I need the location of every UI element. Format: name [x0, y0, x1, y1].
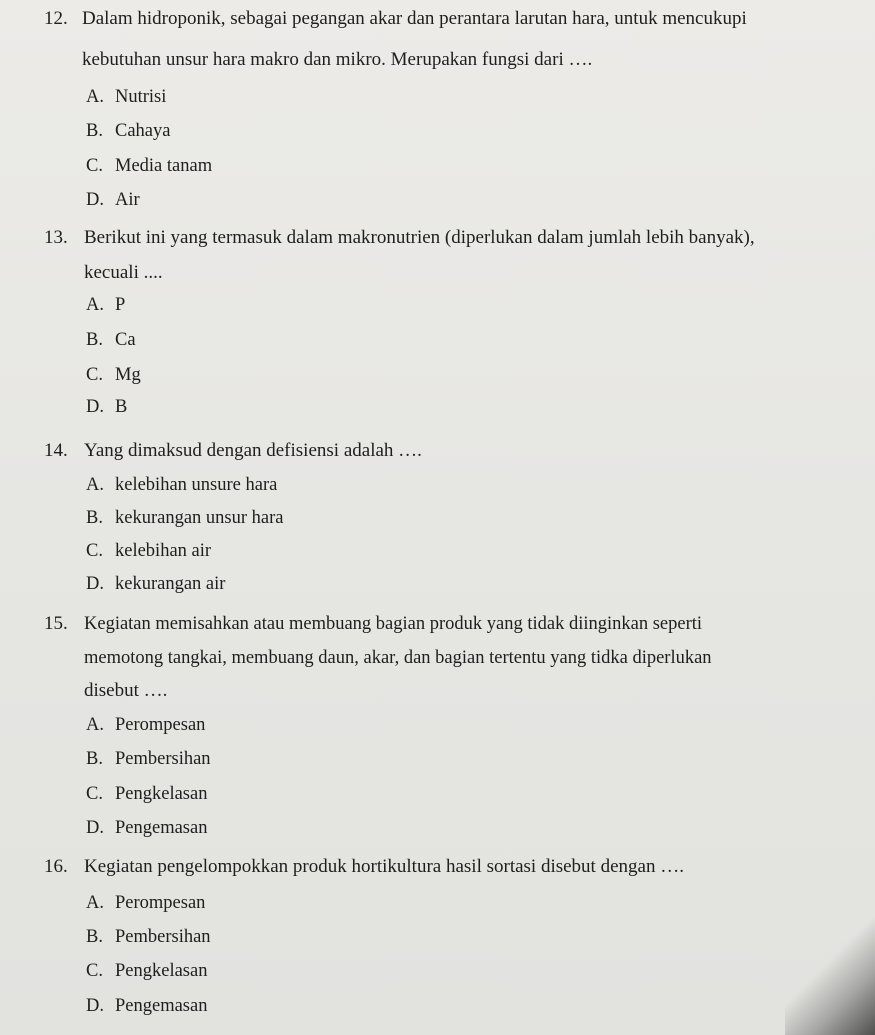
question-13-option-c: C. Mg — [86, 365, 141, 385]
question-15-option-b: B. Pembersihan — [86, 749, 211, 769]
question-12-option-b: B. Cahaya — [86, 121, 171, 141]
question-15-text-line-2: memotong tangkai, membuang daun, akar, dan bagian tertentu yang tidka diperlukan — [84, 648, 712, 668]
question-14-text: Yang dimaksud dengan defisiensi adalah …. — [84, 440, 422, 461]
question-16-text: Kegiatan pengelompokkan produk hortikultura hasil sortasi disebut dengan …. — [84, 856, 684, 877]
question-12-option-a: A. Nutrisi — [86, 87, 167, 107]
question-16-number: 16. — [44, 856, 68, 877]
question-12-text-line-2: kebutuhan unsur hara makro dan mikro. Merupakan fungsi dari …. — [82, 49, 593, 70]
question-15-option-a: A. Perompesan — [86, 715, 206, 735]
question-14-option-d: D. kekurangan air — [86, 574, 226, 594]
question-15-text-line-3: disebut …. — [84, 680, 168, 701]
question-16-option-d: D. Pengemasan — [86, 996, 208, 1016]
question-14-option-c: C. kelebihan air — [86, 541, 212, 561]
question-16-option-b: B. Pembersihan — [86, 927, 211, 947]
question-15-text-line-1: Kegiatan memisahkan atau membuang bagian produk yang tidak diinginkan seperti — [84, 614, 703, 634]
question-15-number: 15. — [44, 613, 68, 634]
question-12-text-line-1: Dalam hidroponik, sebagai pegangan akar dan perantara larutan hara, untuk mencukupi — [82, 8, 747, 29]
question-12-number: 12. — [44, 8, 68, 29]
question-16-option-c: C. Pengkelasan — [86, 961, 208, 981]
question-13-text-line-2: kecuali .... — [84, 262, 163, 283]
question-13-number: 13. — [44, 227, 68, 248]
question-14-number: 14. — [44, 440, 68, 461]
question-13-text-line-1: Berikut ini yang termasuk dalam makronutrien (diperlukan dalam jumlah lebih banyak), — [84, 227, 755, 248]
question-13-option-b: B. Ca — [86, 330, 136, 350]
question-12-option-d: D. Air — [86, 190, 140, 210]
question-16-option-a: A. Perompesan — [86, 893, 206, 913]
question-15-option-d: D. Pengemasan — [86, 818, 208, 838]
question-14-option-b: B. kekurangan unsur hara — [86, 508, 284, 528]
question-13-option-a: A. P — [86, 295, 126, 315]
question-12-option-c: C. Media tanam — [86, 156, 213, 176]
question-15-option-c: C. Pengkelasan — [86, 784, 208, 804]
question-14-option-a: A. kelebihan unsure hara — [86, 475, 278, 495]
corner-shadow — [785, 905, 875, 1035]
question-13-option-d: D. B — [86, 397, 128, 417]
